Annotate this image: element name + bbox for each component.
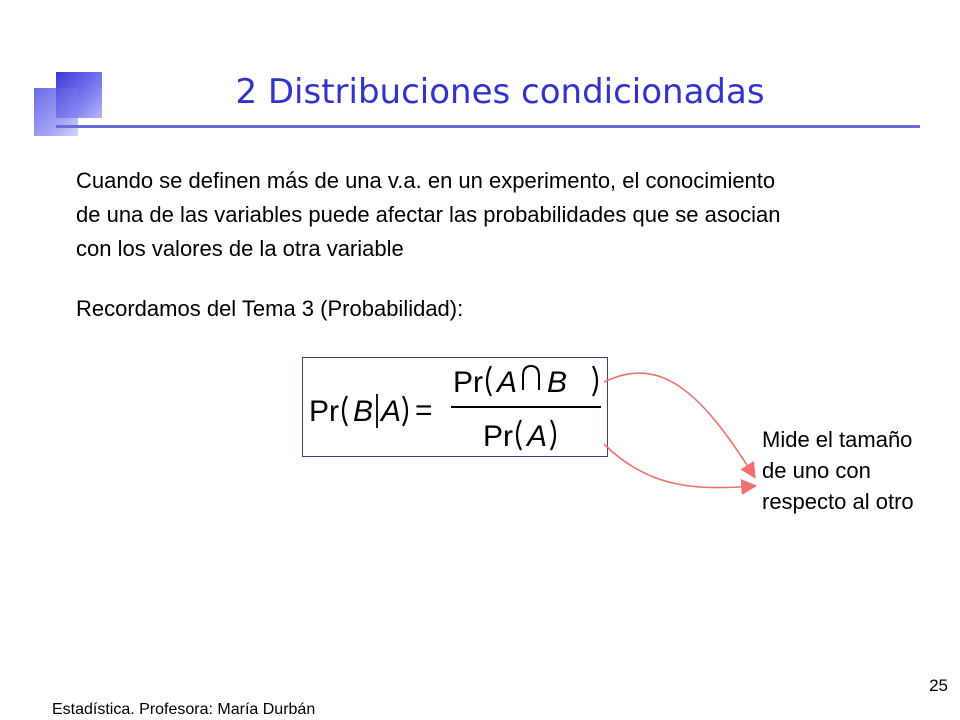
formula-equals: =	[415, 394, 433, 427]
recall-text: Recordamos del Tema 3 (Probabilidad):	[76, 296, 464, 321]
formula-num-a: A	[497, 366, 518, 399]
page-number: 25	[929, 676, 948, 695]
paragraph-line-2: de una de las variables puede afectar las probabilidades que se asocian	[76, 202, 781, 227]
formula-lhs-a: A	[381, 395, 402, 428]
slide-title: 2 Distribuciones condicionadas	[235, 72, 765, 112]
formula-den-a: A	[527, 420, 548, 453]
note-line-3: respecto al otro	[762, 489, 914, 514]
formula-num-b: B	[547, 366, 568, 399]
arrow-from-numerator	[604, 373, 754, 476]
note-line-2: de uno con	[762, 458, 871, 483]
footer-text: Estadística. Profesora: María Durbán	[52, 701, 316, 718]
arrow-from-denominator	[604, 444, 754, 488]
formula-lhs-pr: Pr	[309, 395, 339, 428]
paragraph-line-1: Cuando se definen más de una v.a. en un experimento, el conocimiento	[76, 168, 776, 193]
formula-den-pr: Pr	[483, 420, 513, 453]
formula-lhs-b: B	[353, 395, 374, 428]
paragraph-line-3: con los valores de la otra variable	[76, 236, 404, 261]
formula-num-pr: Pr	[453, 366, 483, 399]
note-line-1: Mide el tamaño	[762, 427, 913, 452]
annotation-note	[762, 424, 914, 517]
